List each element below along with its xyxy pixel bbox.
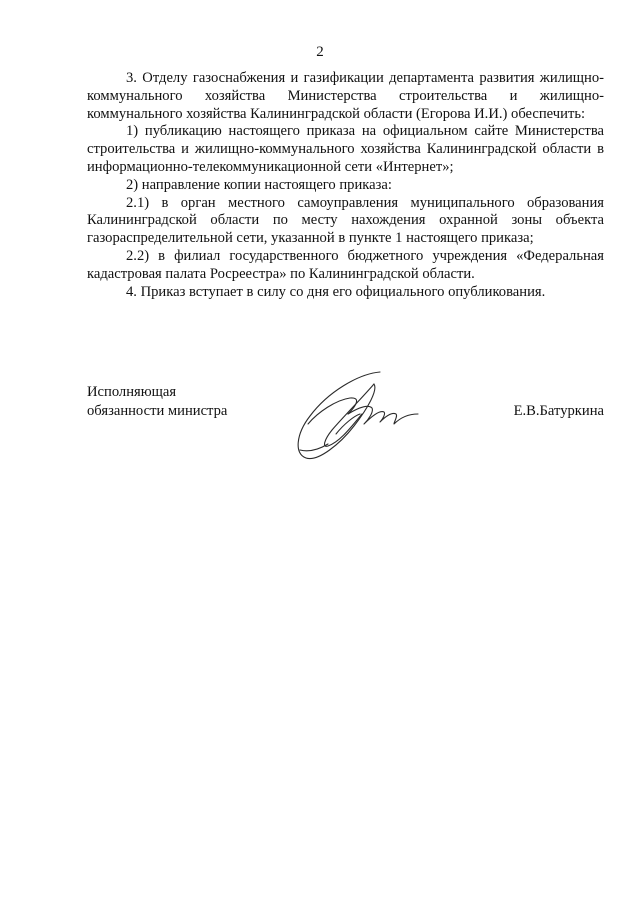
signatory-position-line1: Исполняющая (87, 384, 177, 400)
paragraph-3-2-1: 2.1) в орган местного самоуправления муниципального образования Калининградской области по месту нахождения охранной зоны объекта газораспределительной сети, указанной в пункте 1 настоящего приказа; (87, 194, 604, 247)
signatory-position-line2: обязанности министра (87, 403, 228, 419)
page-number: 2 (316, 44, 324, 60)
paragraph-4: 4. Приказ вступает в силу со дня его официального опубликования. (126, 283, 546, 300)
signatory-position (87, 383, 227, 421)
signatory-name: Е.В.Батуркина (513, 403, 604, 419)
handwritten-signature (288, 364, 428, 469)
paragraph-3-2: 2) направление копии настоящего приказа: (126, 176, 392, 193)
paragraph-3-2-2: 2.2) в филиал государственного бюджетного учреждения «Федеральная кадастровая палата Росреестра» по Калининградской области. (87, 247, 604, 282)
paragraph-3: 3. Отделу газоснабжения и газификации департамента развития жилищно-коммунального хозяйства Министерства строительства и жилищно-коммунального хозяйства Калининградской области (Егорова И.И.) обеспечить: (87, 70, 604, 122)
document-body (87, 70, 604, 301)
paragraph-3-1: 1) публикацию настоящего приказа на официальном сайте Министерства строительства и жилищно-коммунального хозяйства Калининградской области в информационно-телекоммуникационной сети «Интернет»; (87, 123, 604, 175)
